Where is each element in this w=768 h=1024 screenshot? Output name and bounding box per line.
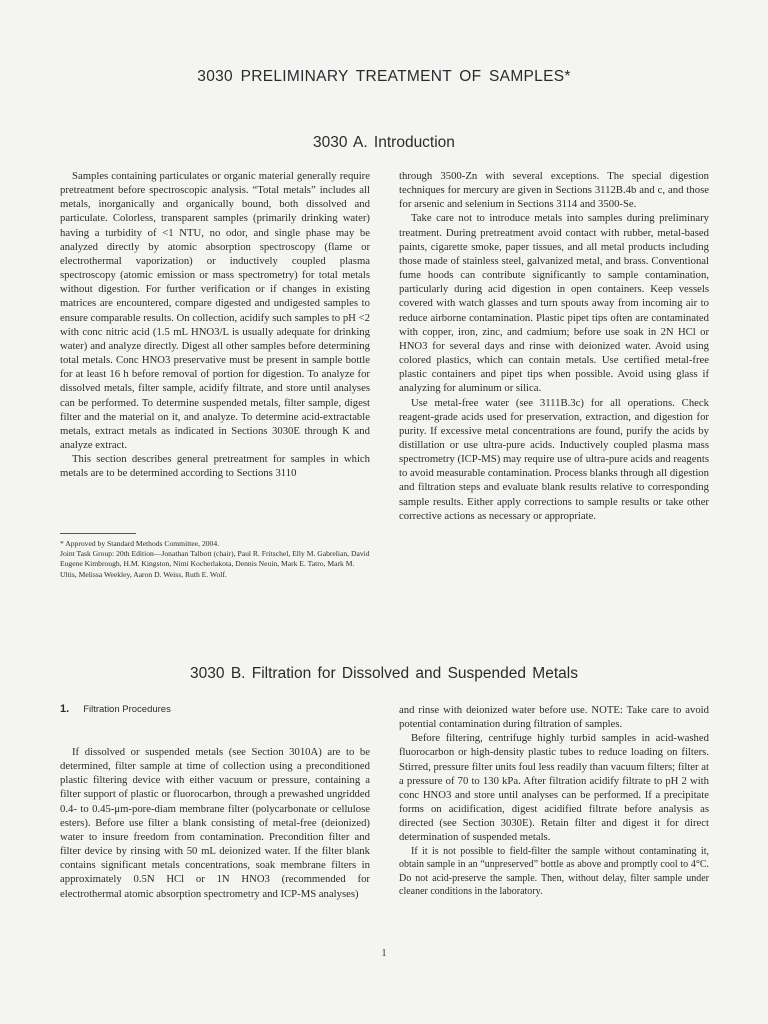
page-title: 3030 PRELIMINARY TREATMENT OF SAMPLES* xyxy=(197,68,571,85)
paragraph: Take care not to introduce metals into samples during preliminary treatment. During pretreatment avoid contact with rubber, metal-based paints, cigarette smoke, paper tissues, and all metal products including those made of stainless steel, galvanized metal, and brass. Conventional fume hoods can contribute significantly to sample contamination, particularly during acid digestion in open containers. Keep vessels covered with watch glasses and turn spouts away from incoming air to reduce airborne contamination. Plastic pipet tips often are contaminated with copper, iron, zinc, and cadmium; before use soak in 2N HCl or HNO3 for several days and rinse with deionized water. Avoid using colored plastics, which can contain metals. Use certified metal-free plastic containers and pipet tips when possible. Avoid using glass if analyzing for aluminum or silica. xyxy=(399,212,709,395)
footnote-divider xyxy=(60,533,136,534)
subsection-number: 1. xyxy=(60,703,70,715)
footnote: Joint Task Group: 20th Edition—Jonathan Talbott (chair), Paul R. Fritschel, Elly M. Gabrelian, David Eugene Kimbrough, H.M. Kingston, Nimi Kocherlakota, Dennis Neuin, Mark E. Tatro, Mark M. Ultis, Melissa Weekley, Aaron D. Weiss, Ruth E. Wolf. xyxy=(60,549,370,579)
page-number: 1 xyxy=(381,948,387,959)
section-b-right-column xyxy=(399,703,709,899)
paragraph: Before filtering, centrifuge highly turbid samples in acid-washed fluorocarbon or high-density plastic tubes to reduce loading on filters. Stirred, pressure filter units foul less readily than vacuum filters; filter at a pressure of 70 to 130 kPa. After filtration acidify filtrate to pH 2 with conc HNO3 and store until analyses can be performed. If a precipitate forms on acidification, digest acidified filtrate before analysis as directed (see Section 3030E). Retain filter and digest it for direct determination of suspended metals. xyxy=(399,732,709,844)
subsection-title: Filtration Procedures xyxy=(83,704,171,715)
paragraph: Use metal-free water (see 3111B.3c) for all operations. Check reagent-grade acids used for preservation, extraction, and digestion for purity. If excessive metal concentrations are found, purify the acids by distillation or use ultra-pure acids. Inductively coupled plasma mass spectrometry (ICP-MS) may require use of ultra-pure acids and reagents to avoid measurable contamination. Process blanks through all digestion and filtration steps and evaluate blank results relative to corresponding sample results. Either apply corrections to sample results or take other corrective actions as necessary or appropriate. xyxy=(399,396,709,522)
paragraph: Samples containing particulates or organic material generally require pretreatment before spectroscopic analysis. “Total metals” includes all metals, inorganically and organically bound, both dissolved and particulate. Colorless, transparent samples (primarily drinking water) having a turbidity of <1 NTU, no odor, and single phase may be analyzed directly by atomic absorption spectroscopy (flame or electrothermal vaporization) or inductively coupled plasma spectroscopy (atomic emission or mass spectrometry) for total metals without digestion. For further verification or if changes in existing matrices are encountered, compare digested and undigested samples to ensure comparable results. On collection, acidify such samples to pH <2 with conc nitric acid (1.5 mL HNO3/L is usually adequate for drinking water) and analyze directly. Digest all other samples before determining total metals. Conc HNO3 preservative must be present in sample bottle for at least 16 h before removal of portion for digestion. To analyze for dissolved metals, filter sample, acidify filtrate, and store until analyses can be performed. To determine suspended metals, filter sample, digest filter and the material on it, and analyze. To determine acid-extractable metals, extract metals as indicated in Sections 3030E through K and analyze extract. xyxy=(60,170,370,451)
paragraph: If it is not possible to field-filter the sample without contaminating it, obtain sample in an “unpreserved” bottle as above and promptly cool to 4°C. Do not acid-preserve the sample. Then, without delay, filter sample under cleaner conditions in the laboratory. xyxy=(399,845,709,898)
section-b-heading: 3030 B. Filtration for Dissolved and Suspended Metals xyxy=(190,665,578,682)
paragraph: and rinse with deionized water before use. NOTE: Take care to avoid potential contamination during filtration of samples. xyxy=(399,704,709,731)
section-a-heading: 3030 A. Introduction xyxy=(313,134,455,151)
footnotes xyxy=(60,539,370,580)
section-a-right-column xyxy=(399,169,709,523)
section-a-left-column xyxy=(60,169,370,480)
subsection-heading xyxy=(60,703,171,715)
paragraph: If dissolved or suspended metals (see Section 3010A) are to be determined, filter sample at time of collection using a preconditioned plastic filtering device with either vacuum or pressure, containing a filter support of plastic or fluorocarbon, through a prewashed ungridded 0.4- to 0.45-μm-pore-diam membrane filter (polycarbonate or cellulose esters). Before use filter a blank consisting of metal-free (deionized) water to insure freedom from contamination. Precondition filter and filter device by rinsing with 50 mL deionized water. If the filter blank contains significant metals concentrations, soak membrane filters in approximately 0.5N HCl or 1N HNO3 (recommended for electrothermal atomic absorption spectrometry and ICP-MS analyses) xyxy=(60,746,370,900)
paragraph: This section describes general pretreatment for samples in which metals are to be determined according to Sections 3110 xyxy=(60,453,370,480)
paragraph: through 3500-Zn with several exceptions. The special digestion techniques for mercury are given in Sections 3112B.4b and c, and those for arsenic and selenium in Sections 3114 and 3500-Se. xyxy=(399,170,709,211)
section-b-left-column xyxy=(60,745,370,901)
footnote: * Approved by Standard Methods Committee, 2004. xyxy=(60,539,220,548)
